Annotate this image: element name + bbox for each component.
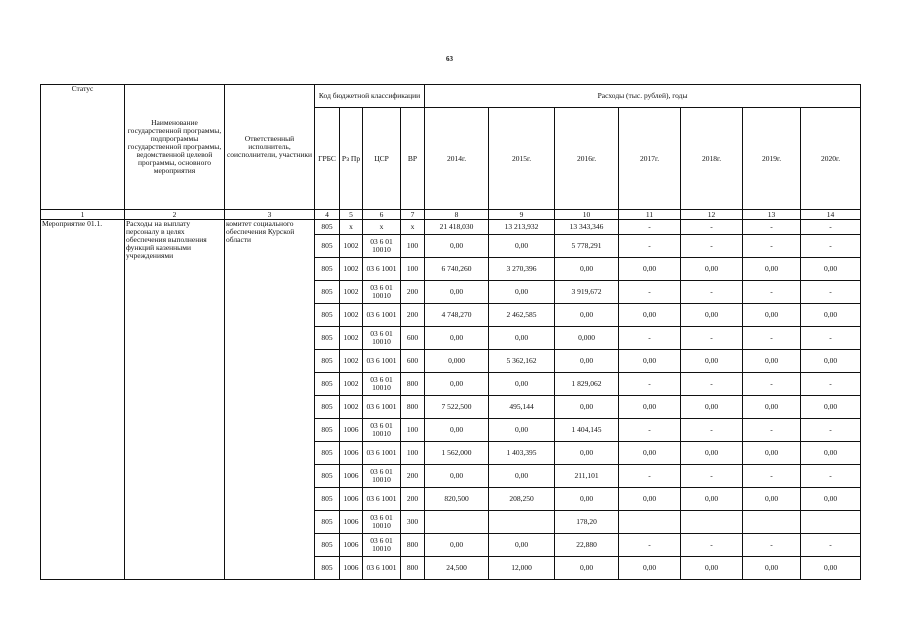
expense-value-cell: - [743, 534, 801, 557]
expense-value-cell: - [743, 465, 801, 488]
header-name: Наименование государственной программы, подпрограммы государственной программы, ведомственной целевой программы, основного мероприятия [125, 85, 225, 210]
name-cell: Расходы на выплату персоналу в целях обеспечения выполнения функций казенными учреждениями [125, 220, 225, 580]
expense-value-cell: - [681, 534, 743, 557]
csr-cell: 03 6 1001 [363, 350, 401, 373]
expense-value-cell: 0,00 [619, 442, 681, 465]
expense-value-cell: - [801, 373, 861, 396]
budget-table [40, 84, 861, 580]
rzpr-cell: 1006 [340, 488, 363, 511]
expense-value-cell: 0,00 [489, 373, 555, 396]
vr-cell: 100 [401, 442, 425, 465]
expense-value-cell: - [619, 235, 681, 258]
vr-cell: 200 [401, 281, 425, 304]
expense-value-cell: 0,00 [489, 235, 555, 258]
csr-cell: 03 6 1001 [363, 488, 401, 511]
expense-value-cell: 820,500 [425, 488, 489, 511]
expense-value-cell: 495,144 [489, 396, 555, 419]
expense-value-cell: 1 404,145 [555, 419, 619, 442]
expense-value-cell: 0,00 [555, 350, 619, 373]
grbs-cell: 805 [315, 350, 340, 373]
expense-value-cell: - [619, 373, 681, 396]
expense-value-cell: - [681, 235, 743, 258]
header-year: 2020г. [801, 108, 861, 210]
expense-value-cell: 0,00 [681, 258, 743, 281]
grbs-cell: 805 [315, 220, 340, 235]
expense-value-cell: 0,00 [801, 258, 861, 281]
rzpr-cell: 1006 [340, 557, 363, 580]
expense-value-cell: - [619, 327, 681, 350]
expense-value-cell: 22,880 [555, 534, 619, 557]
header-year: 2017г. [619, 108, 681, 210]
responsible-cell: комитет социального обеспечения Курской области [225, 220, 315, 580]
vr-cell: 600 [401, 327, 425, 350]
expense-value-cell: - [743, 235, 801, 258]
vr-cell: 200 [401, 304, 425, 327]
expense-value-cell: 0,00 [619, 304, 681, 327]
expense-value-cell: - [681, 373, 743, 396]
expense-value-cell: 0,00 [743, 396, 801, 419]
expense-value-cell: 1 562,000 [425, 442, 489, 465]
vr-cell: 200 [401, 488, 425, 511]
expense-value-cell: 0,00 [425, 281, 489, 304]
expense-value-cell: 13 343,346 [555, 220, 619, 235]
grbs-cell: 805 [315, 235, 340, 258]
csr-cell: x [363, 220, 401, 235]
csr-cell: 03 6 1001 [363, 258, 401, 281]
expense-value-cell: 0,00 [425, 327, 489, 350]
expense-value-cell: 0,00 [619, 488, 681, 511]
rzpr-cell: 1002 [340, 258, 363, 281]
expense-value-cell: 0,00 [425, 235, 489, 258]
status-cell: Мероприятие 01.1. [41, 220, 125, 580]
expense-value-cell: 0,00 [619, 258, 681, 281]
csr-cell: 03 6 1001 [363, 557, 401, 580]
column-index: 3 [225, 210, 315, 220]
csr-cell: 03 6 01 10010 [363, 235, 401, 258]
rzpr-cell: x [340, 220, 363, 235]
rzpr-cell: 1006 [340, 442, 363, 465]
column-index: 14 [801, 210, 861, 220]
rzpr-cell: 1002 [340, 350, 363, 373]
csr-cell: 03 6 01 10010 [363, 419, 401, 442]
expense-value-cell: 0,00 [489, 534, 555, 557]
expense-value-cell: 7 522,500 [425, 396, 489, 419]
rzpr-cell: 1002 [340, 235, 363, 258]
expense-value-cell: 0,000 [425, 350, 489, 373]
header-grbs: ГРБС [315, 108, 340, 210]
csr-cell: 03 6 01 10010 [363, 373, 401, 396]
grbs-cell: 805 [315, 465, 340, 488]
grbs-cell: 805 [315, 258, 340, 281]
column-index: 12 [681, 210, 743, 220]
expense-value-cell: 0,00 [555, 258, 619, 281]
grbs-cell: 805 [315, 304, 340, 327]
expense-value-cell: 0,00 [743, 304, 801, 327]
expense-value-cell: 0,00 [555, 396, 619, 419]
csr-cell: 03 6 01 10010 [363, 327, 401, 350]
column-index: 13 [743, 210, 801, 220]
vr-cell: 100 [401, 419, 425, 442]
rzpr-cell: 1002 [340, 327, 363, 350]
expense-value-cell: 0,00 [555, 442, 619, 465]
header-csr: ЦСР [363, 108, 401, 210]
expense-value-cell: - [743, 373, 801, 396]
expense-value-cell: - [681, 465, 743, 488]
rzpr-cell: 1002 [340, 396, 363, 419]
expense-value-cell: 0,00 [619, 350, 681, 373]
expense-value-cell: - [743, 327, 801, 350]
column-index: 8 [425, 210, 489, 220]
expense-value-cell: 4 748,270 [425, 304, 489, 327]
header-expenses-group: Расходы (тыс. рублей), годы [425, 85, 861, 108]
csr-cell: 03 6 01 10010 [363, 465, 401, 488]
expense-value-cell: - [743, 419, 801, 442]
header-year: 2016г. [555, 108, 619, 210]
column-index: 9 [489, 210, 555, 220]
expense-value-cell: 0,00 [743, 258, 801, 281]
column-index: 10 [555, 210, 619, 220]
expense-value-cell: 0,00 [489, 281, 555, 304]
expense-value-cell: - [801, 327, 861, 350]
expense-value-cell: 0,00 [801, 350, 861, 373]
expense-value-cell: 1 403,395 [489, 442, 555, 465]
expense-value-cell: - [619, 281, 681, 304]
vr-cell: 800 [401, 373, 425, 396]
expense-value-cell [743, 511, 801, 534]
expense-value-cell: 0,00 [801, 304, 861, 327]
expense-value-cell: 0,00 [489, 327, 555, 350]
rzpr-cell: 1006 [340, 465, 363, 488]
expense-value-cell: - [801, 419, 861, 442]
expense-value-cell: 0,00 [681, 350, 743, 373]
expense-value-cell: - [619, 220, 681, 235]
expense-value-cell [801, 511, 861, 534]
expense-value-cell: 0,00 [681, 396, 743, 419]
header-year: 2014г. [425, 108, 489, 210]
vr-cell: 800 [401, 557, 425, 580]
grbs-cell: 805 [315, 488, 340, 511]
expense-value-cell: - [619, 534, 681, 557]
expense-value-cell: 1 829,062 [555, 373, 619, 396]
expense-value-cell: 2 462,585 [489, 304, 555, 327]
expense-value-cell: 0,00 [489, 465, 555, 488]
expense-value-cell: 178,20 [555, 511, 619, 534]
expense-value-cell [489, 511, 555, 534]
vr-cell: 100 [401, 258, 425, 281]
header-rzpr: Рз Пр [340, 108, 363, 210]
grbs-cell: 805 [315, 396, 340, 419]
header-year: 2019г. [743, 108, 801, 210]
expense-value-cell: 0,00 [425, 465, 489, 488]
expense-value-cell [619, 511, 681, 534]
header-code-group: Код бюджетной классификации [315, 85, 425, 108]
expense-value-cell: 0,00 [425, 534, 489, 557]
header-responsible: Ответственный исполнитель, соисполнители, участники [225, 85, 315, 210]
csr-cell: 03 6 1001 [363, 442, 401, 465]
expense-value-cell: 0,00 [801, 488, 861, 511]
expense-value-cell: 0,000 [555, 327, 619, 350]
vr-cell: x [401, 220, 425, 235]
rzpr-cell: 1006 [340, 511, 363, 534]
expense-value-cell: - [743, 281, 801, 304]
rzpr-cell: 1006 [340, 419, 363, 442]
rzpr-cell: 1006 [340, 534, 363, 557]
header-status: Статус [41, 85, 125, 210]
expense-value-cell: 0,00 [801, 396, 861, 419]
expense-value-cell: 0,00 [489, 419, 555, 442]
expense-value-cell: 0,00 [555, 557, 619, 580]
expense-value-cell: 3 919,672 [555, 281, 619, 304]
expense-value-cell: 0,00 [743, 488, 801, 511]
grbs-cell: 805 [315, 511, 340, 534]
expense-value-cell: - [681, 220, 743, 235]
expense-value-cell: 0,00 [555, 304, 619, 327]
rzpr-cell: 1002 [340, 304, 363, 327]
expense-value-cell: - [801, 465, 861, 488]
expense-value-cell: - [801, 534, 861, 557]
expense-value-cell: - [743, 220, 801, 235]
grbs-cell: 805 [315, 557, 340, 580]
column-index: 6 [363, 210, 401, 220]
grbs-cell: 805 [315, 419, 340, 442]
expense-value-cell: 24,500 [425, 557, 489, 580]
header-vr: ВР [401, 108, 425, 210]
csr-cell: 03 6 01 10010 [363, 534, 401, 557]
page-number: 63 [446, 55, 453, 63]
grbs-cell: 805 [315, 327, 340, 350]
grbs-cell: 805 [315, 534, 340, 557]
expense-value-cell: 0,00 [681, 557, 743, 580]
expense-value-cell: 0,00 [681, 488, 743, 511]
expense-value-cell: - [619, 419, 681, 442]
csr-cell: 03 6 01 10010 [363, 511, 401, 534]
expense-value-cell: 5 778,291 [555, 235, 619, 258]
column-index: 5 [340, 210, 363, 220]
expense-value-cell: 12,000 [489, 557, 555, 580]
expense-value-cell: 0,00 [681, 304, 743, 327]
header-year: 2015г. [489, 108, 555, 210]
grbs-cell: 805 [315, 373, 340, 396]
rzpr-cell: 1002 [340, 281, 363, 304]
column-index: 1 [41, 210, 125, 220]
expense-value-cell [425, 511, 489, 534]
csr-cell: 03 6 01 10010 [363, 281, 401, 304]
column-index: 11 [619, 210, 681, 220]
vr-cell: 300 [401, 511, 425, 534]
expense-value-cell: - [681, 281, 743, 304]
expense-value-cell: 0,00 [425, 419, 489, 442]
table-row [41, 220, 861, 235]
expense-value-cell: - [681, 327, 743, 350]
expense-value-cell: 13 213,932 [489, 220, 555, 235]
column-index-row [41, 210, 861, 220]
vr-cell: 200 [401, 465, 425, 488]
expense-value-cell: 0,00 [801, 557, 861, 580]
expense-value-cell: 208,250 [489, 488, 555, 511]
csr-cell: 03 6 1001 [363, 304, 401, 327]
expense-value-cell: - [801, 220, 861, 235]
expense-value-cell: 21 418,030 [425, 220, 489, 235]
grbs-cell: 805 [315, 281, 340, 304]
expense-value-cell: 0,00 [425, 373, 489, 396]
column-index: 2 [125, 210, 225, 220]
vr-cell: 600 [401, 350, 425, 373]
expense-value-cell: 5 362,162 [489, 350, 555, 373]
expense-value-cell: 0,00 [801, 442, 861, 465]
column-index: 7 [401, 210, 425, 220]
vr-cell: 800 [401, 396, 425, 419]
expense-value-cell: 0,00 [743, 557, 801, 580]
column-index: 4 [315, 210, 340, 220]
expense-value-cell: - [619, 465, 681, 488]
expense-value-cell: - [801, 281, 861, 304]
grbs-cell: 805 [315, 442, 340, 465]
expense-value-cell: 0,00 [619, 557, 681, 580]
expense-value-cell: 0,00 [681, 442, 743, 465]
expense-value-cell: 3 270,396 [489, 258, 555, 281]
expense-value-cell: 0,00 [743, 350, 801, 373]
rzpr-cell: 1002 [340, 373, 363, 396]
csr-cell: 03 6 1001 [363, 396, 401, 419]
vr-cell: 100 [401, 235, 425, 258]
expense-value-cell [681, 511, 743, 534]
vr-cell: 800 [401, 534, 425, 557]
expense-value-cell: 211,101 [555, 465, 619, 488]
expense-value-cell: - [801, 235, 861, 258]
expense-value-cell: 6 740,260 [425, 258, 489, 281]
expense-value-cell: 0,00 [619, 396, 681, 419]
expense-value-cell: - [681, 419, 743, 442]
expense-value-cell: 0,00 [743, 442, 801, 465]
expense-value-cell: 0,00 [555, 488, 619, 511]
header-year: 2018г. [681, 108, 743, 210]
